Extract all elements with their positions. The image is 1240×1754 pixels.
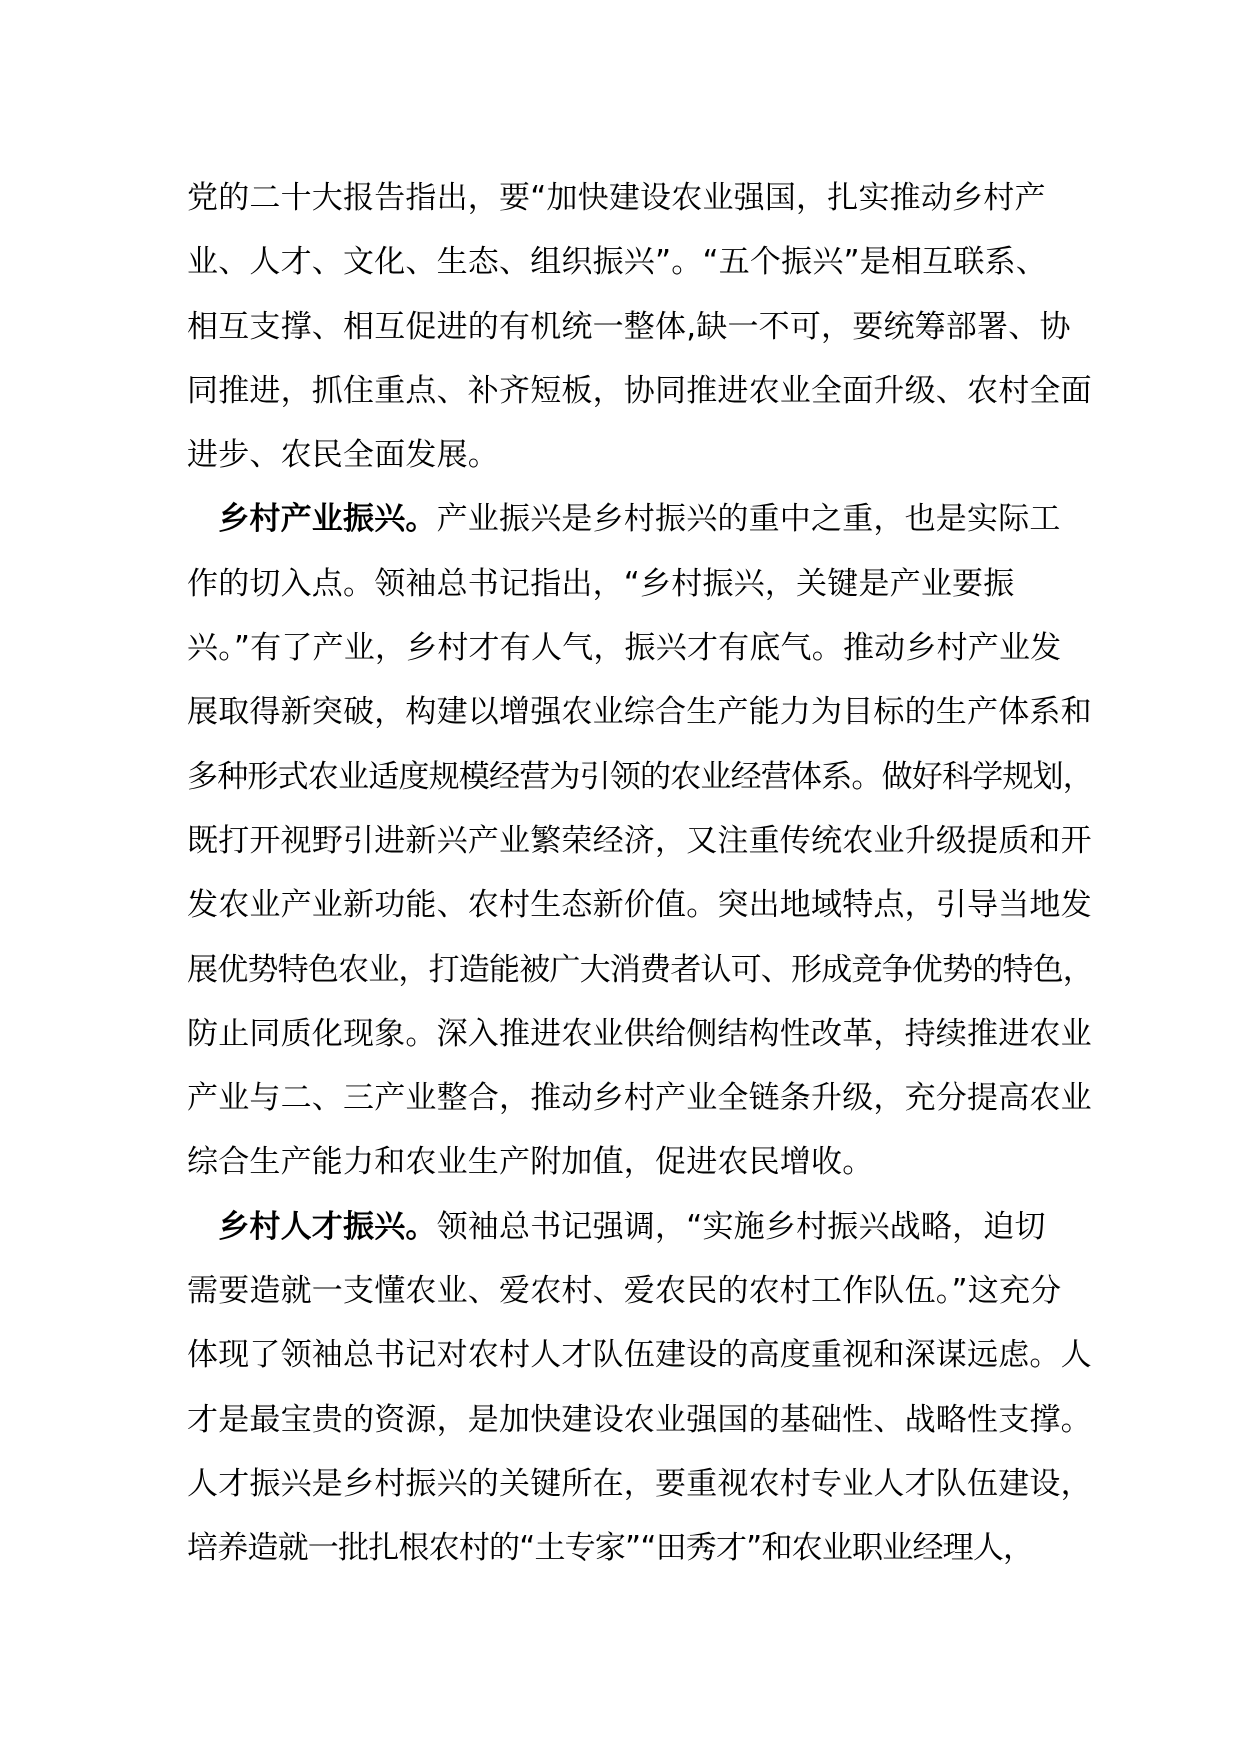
text-line: 业、人才、文化、生态、组织振兴”。“五个振兴”是相互联系、	[187, 244, 1047, 281]
text-line: 党的二十大报告指出，要“加快建设农业强国，扎实推动乡村产	[187, 180, 1046, 216]
text-line: 培养造就一批扎根农村的“土专家”“田秀才”和农业职业经理人，	[187, 1530, 1034, 1567]
text-line: 既打开视野引进新兴产业繁荣经济，又注重传统农业升级提质和开	[187, 822, 1092, 859]
text-line: 防止同质化现象。深入推进农业供给侧结构性改革，持续推进农业	[187, 1015, 1092, 1052]
text-line: 需要造就一支懂农业、爱农村、爱农民的农村工作队伍。”这充分	[187, 1273, 1062, 1310]
text-line: 展取得新突破，构建以增强农业综合生产能力为目标的生产体系和	[187, 694, 1092, 731]
text-line: 产业与二、三产业整合，推动乡村产业全链条升级，充分提高农业	[187, 1080, 1092, 1117]
text-line: 兴。”有了产业，乡村才有人气，振兴才有底气。推动乡村产业发	[187, 630, 1062, 667]
text-line: 多种形式农业适度规模经营为引领的农业经营体系。做好科学规划，	[187, 758, 1093, 795]
document-page	[187, 166, 1093, 1581]
text-line: 展优势特色农业，打造能被广大消费者认可、形成竞争优势的特色，	[187, 951, 1093, 988]
text-line: 作的切入点。领袖总书记指出，“乡村振兴，关键是产业要振	[187, 565, 1015, 602]
text-line: 产业振兴是乡村振兴的重中之重，也是实际工	[436, 501, 1061, 538]
text-line: 领袖总书记强调，“实施乡村振兴战略，迫切	[436, 1208, 1046, 1245]
text-line: 发农业产业新功能、农村生态新价值。突出地域特点，引导当地发	[187, 887, 1092, 924]
text-line: 人才振兴是乡村振兴的关键所在，要重视农村专业人才队伍建设，	[187, 1465, 1092, 1502]
text-line: 同推进，抓住重点、补齐短板，协同推进农业全面升级、农村全面	[187, 372, 1092, 409]
text-line: 相互支撑、相互促进的有机统一整体,缺一不可，要统筹部署、协	[187, 308, 1071, 345]
paragraph-first-line	[187, 1195, 1087, 1259]
text-line: 才是最宝贵的资源，是加快建设农业强国的基础性、战略性支撑。	[187, 1401, 1092, 1438]
paragraph-first-line	[187, 487, 1087, 551]
text-line: 体现了领袖总书记对农村人才队伍建设的高度重视和深谋远虑。人	[187, 1337, 1092, 1374]
section-heading: 乡村产业振兴。	[218, 501, 437, 538]
text-line: 综合生产能力和农业生产附加值，促进农民增收。	[187, 1144, 874, 1181]
text-line: 进步、农民全面发展。	[187, 437, 499, 474]
section-heading: 乡村人才振兴。	[218, 1208, 437, 1245]
